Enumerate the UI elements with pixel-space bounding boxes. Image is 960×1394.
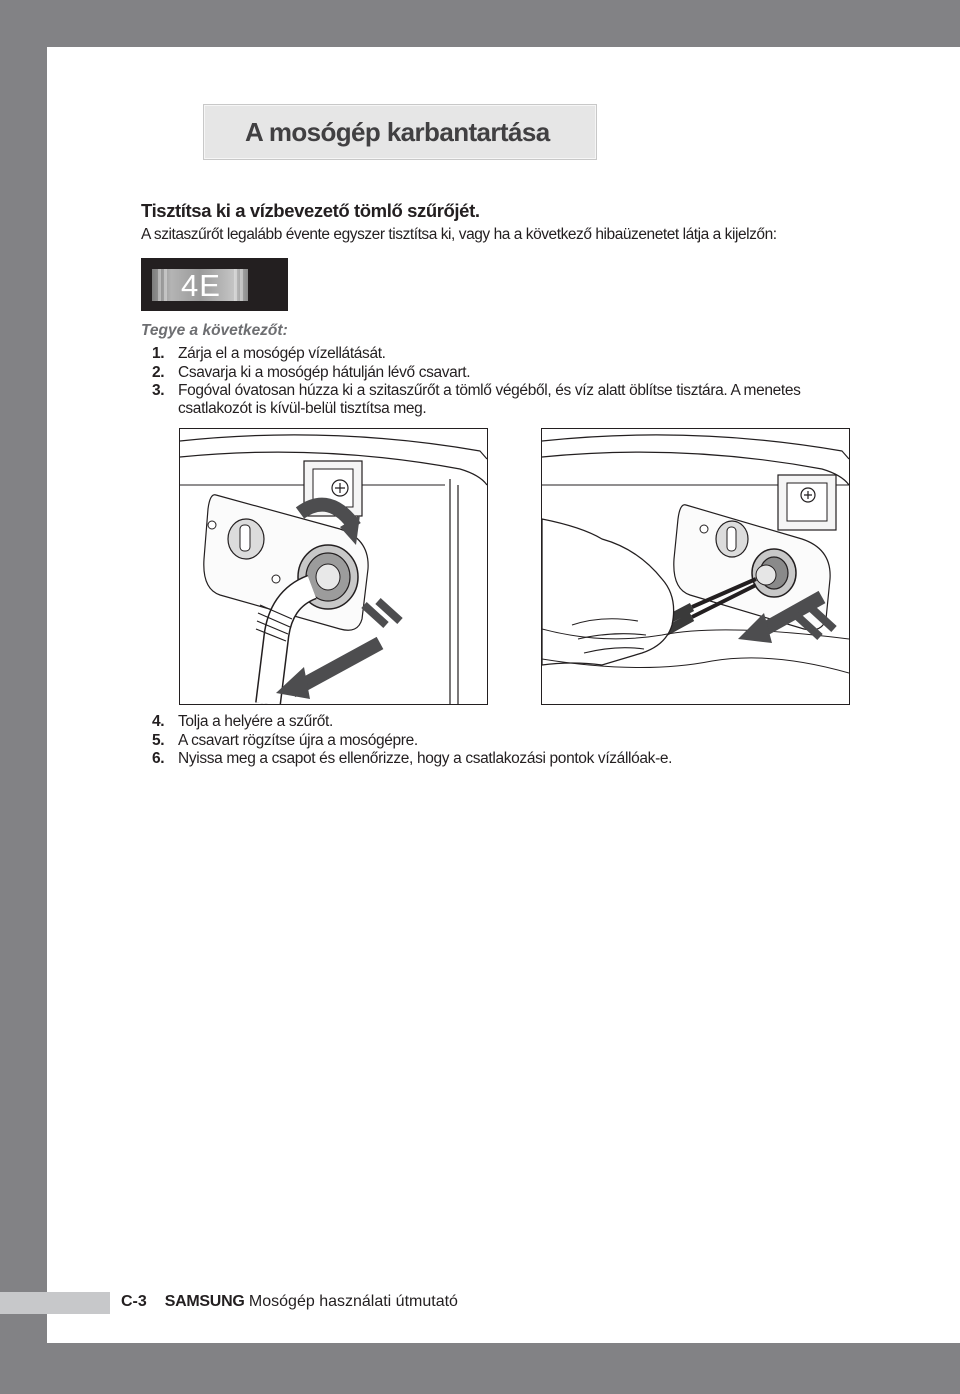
hose-unscrew-illustration (179, 428, 488, 705)
intro-text: A szitaszűrőt legalább évente egyszer tisztítsa ki, vagy ha a következő hibaüzenetet látja a kijelzőn: (141, 226, 777, 243)
title-box (203, 104, 597, 160)
error-code: 4E (181, 268, 221, 303)
step-number: 5. (152, 732, 165, 749)
filter-pliers-illustration (541, 428, 850, 705)
step-text: Nyissa meg a csapot és ellenőrizze, hogy a csatlakozási pontok vízállóak-e. (178, 750, 673, 767)
error-display (141, 258, 288, 311)
brand-name: SAMSUNG (164, 1293, 245, 1310)
step-number: 2. (152, 364, 165, 381)
step-number: 1. (152, 345, 165, 362)
step-number: 3. (152, 382, 165, 399)
footer-bar (0, 1292, 110, 1314)
manual-title: Mosógép használati útmutató (248, 1293, 458, 1310)
step-text: csatlakozót is kívül-belül tisztítsa meg. (178, 400, 427, 417)
steps-heading: Tegye a következőt: (141, 322, 288, 339)
step-number: 6. (152, 750, 165, 767)
section-heading: Tisztítsa ki a vízbevezető tömlő szűrőjét. (141, 200, 480, 221)
step-number: 4. (152, 713, 165, 730)
page-number: C-3 (121, 1293, 147, 1310)
step-text: Tolja a helyére a szűrőt. (178, 713, 333, 730)
display-screen (152, 269, 248, 301)
step-text: Zárja el a mosógép vízellátását. (178, 345, 386, 362)
step-text: Csavarja ki a mosógép hátulján lévő csavart. (178, 364, 471, 381)
page-title: A mosógép karbantartása (245, 117, 550, 147)
footer (121, 1293, 458, 1311)
step-text: A csavart rögzítse újra a mosógépre. (178, 732, 418, 749)
step-text: Fogóval óvatosan húzza ki a szitaszűrőt a tömlő végéből, és víz alatt öblítse tisztára. A menetes (178, 382, 801, 399)
